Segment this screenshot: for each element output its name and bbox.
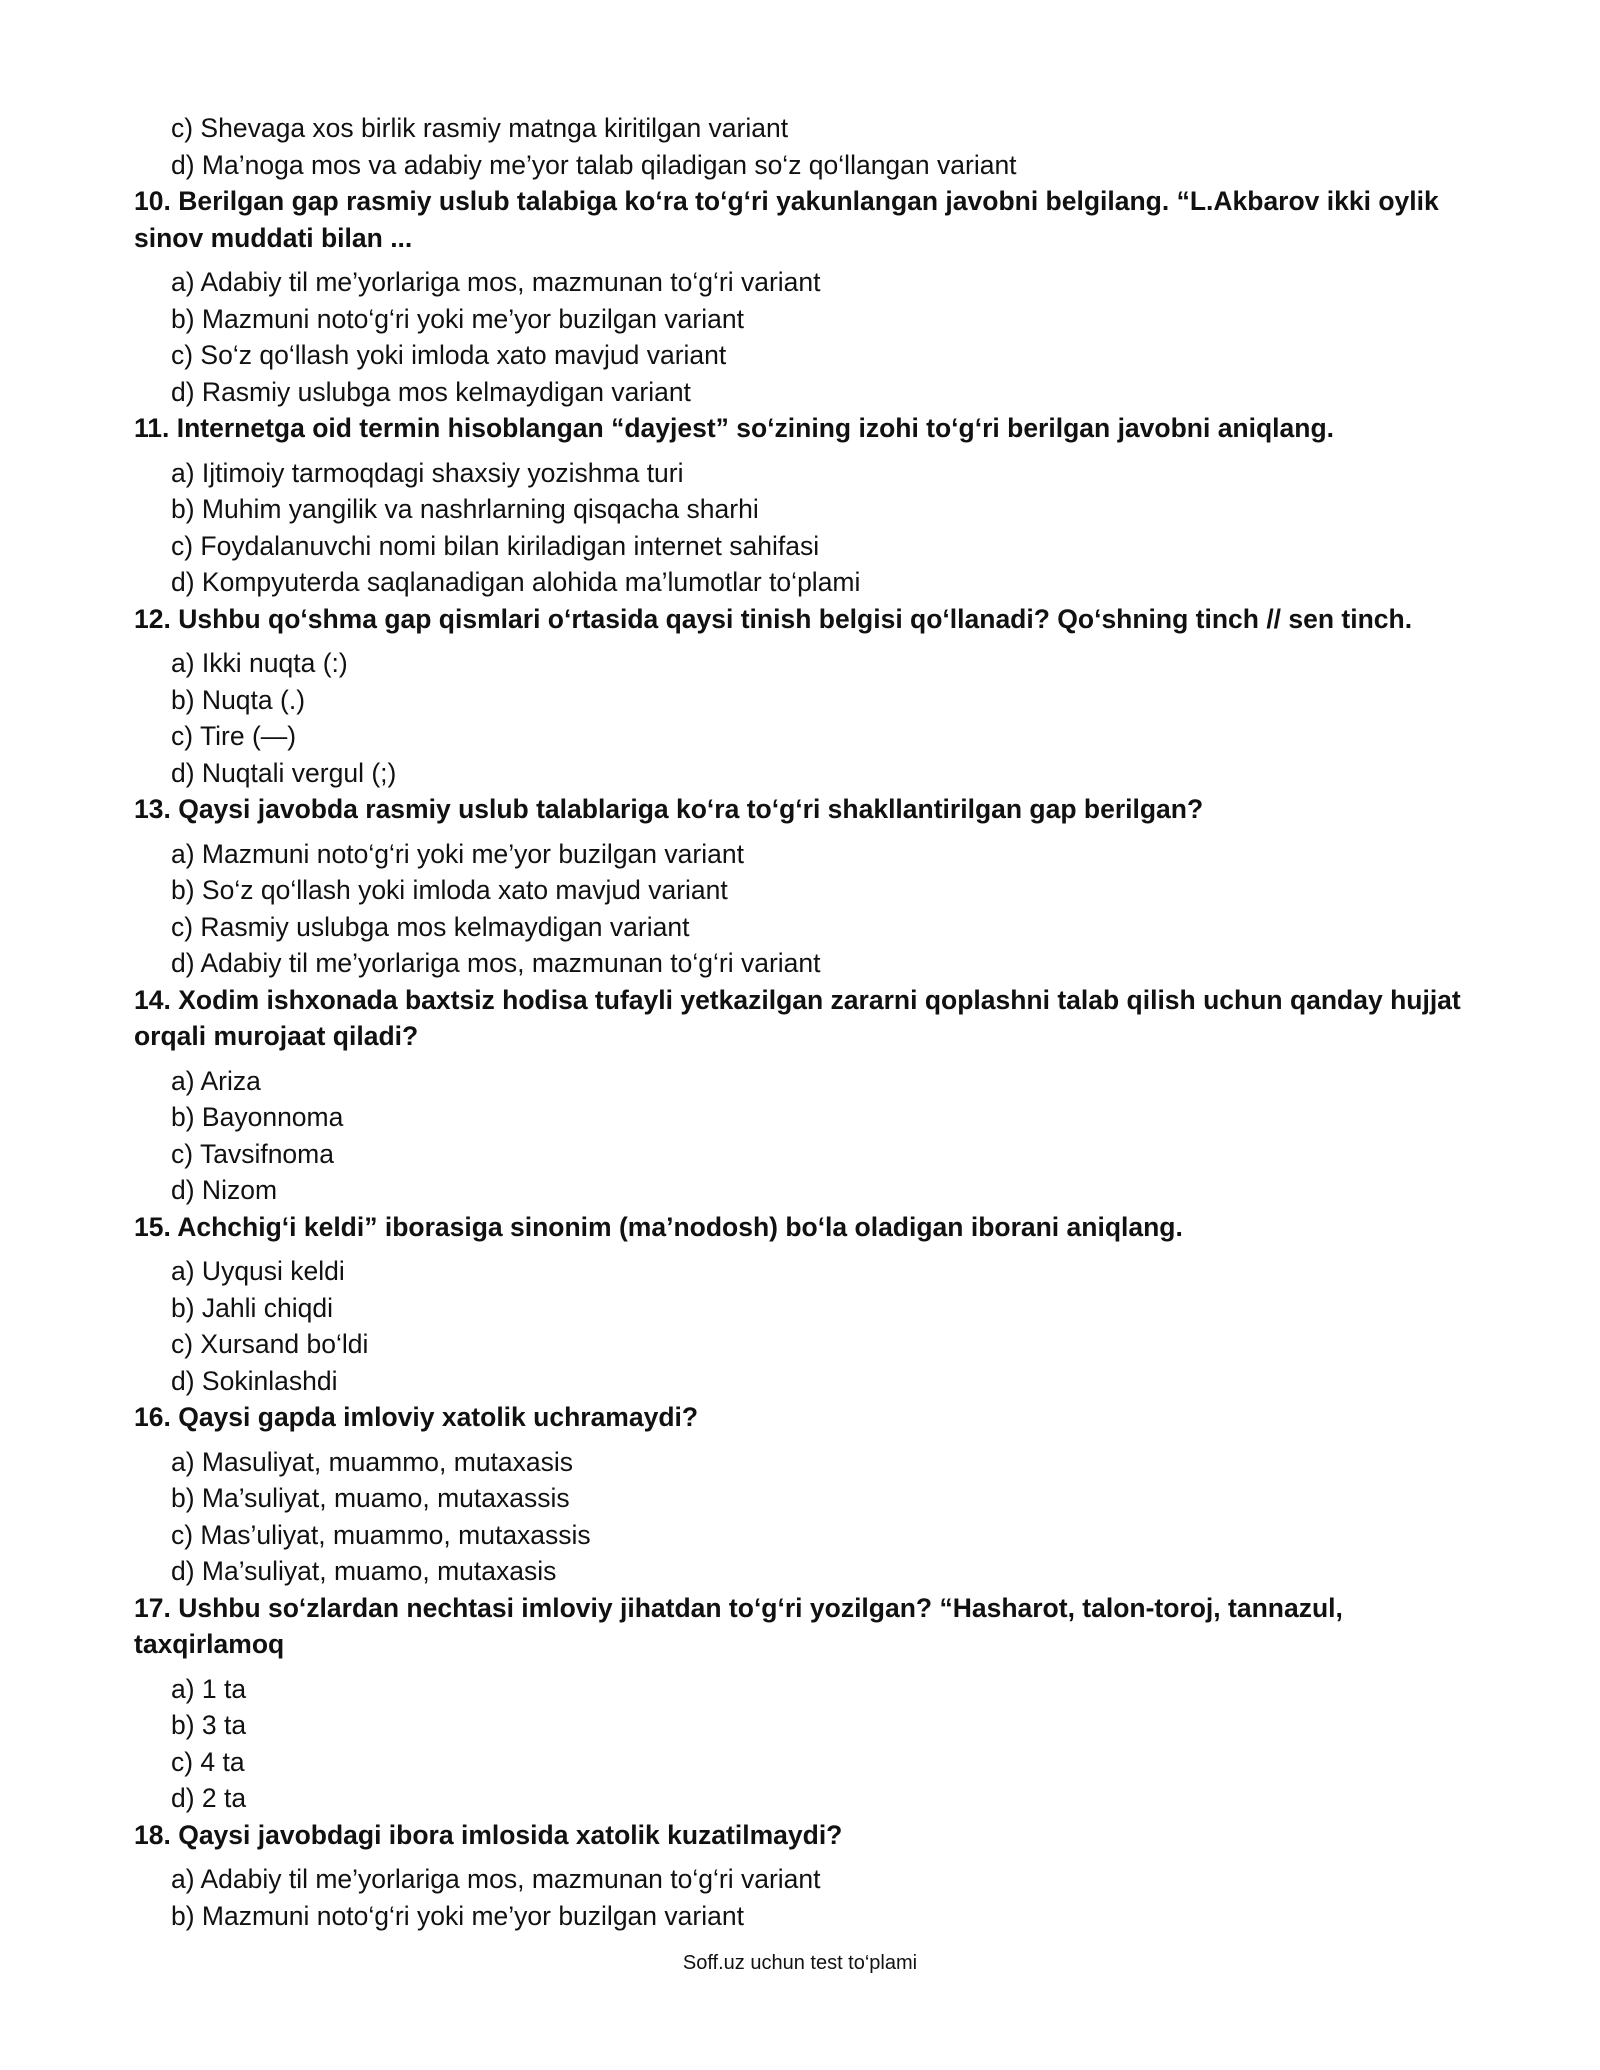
option-a: a) Masuliyat, muammo, mutaxasis bbox=[171, 1446, 574, 1477]
question-text: 10. Berilgan gap rasmiy uslub talabiga ko‘ra to‘g‘ri yakunlangan javobni belgilang. “L.Akbarov ikki oylik sinov muddati bilan ... bbox=[134, 186, 1439, 253]
option-b: b) Ma’suliyat, muamo, mutaxassis bbox=[171, 1483, 570, 1513]
question-options bbox=[171, 645, 1474, 791]
question-text: 15. Achchig‘i keldi” iborasiga sinonim (ma’nodosh) bo‘la oladigan iborani aniqlang. bbox=[134, 1211, 1183, 1242]
option-a: a) Mazmuni noto‘g‘ri yoki me’yor buzilgan variant bbox=[171, 838, 744, 869]
option-b: b) Nuqta (.) bbox=[171, 684, 306, 715]
option-c: c) Xursand bo‘ldi bbox=[171, 1329, 369, 1359]
option-a: a) Ariza bbox=[171, 1065, 261, 1096]
option-line: c) Shevaga xos birlik rasmiy matnga kiritilgan variant bbox=[171, 113, 789, 143]
option-d: d) Ma’suliyat, muamo, mutaxasis bbox=[171, 1556, 557, 1586]
option-b: b) Muhim yangilik va nashrlarning qisqacha sharhi bbox=[171, 494, 759, 524]
option-c: c) 4 ta bbox=[171, 1746, 245, 1777]
option-d: d) Rasmiy uslubga mos kelmaydigan variant bbox=[171, 376, 691, 407]
test-content bbox=[134, 110, 1474, 1934]
question-14 bbox=[134, 982, 1474, 1209]
option-d: d) Kompyuterda saqlanadigan alohida ma’lumotlar to‘plami bbox=[171, 567, 861, 597]
option-d: d) Nuqtali vergul (;) bbox=[171, 757, 397, 788]
option-a: a) Adabiy til me’yorlariga mos, mazmunan to‘g‘ri variant bbox=[171, 1864, 821, 1894]
page-footer: Soff.uz uchun test to‘plami bbox=[682, 1952, 918, 1974]
question-text: 17. Ushbu so‘zlardan nechtasi imloviy jihatdan to‘g‘ri yozilgan? “Hasharot, talon-toroj, tannazul, taxqirlamoq bbox=[134, 1592, 1343, 1659]
question-11 bbox=[134, 410, 1474, 601]
question-text: 13. Qaysi javobda rasmiy uslub talablariga ko‘ra to‘g‘ri shakllantirilgan gap berilgan? bbox=[134, 794, 1204, 824]
question-options bbox=[171, 264, 1474, 410]
option-d: d) Sokinlashdi bbox=[171, 1365, 338, 1396]
option-line: d) Ma’noga mos va adabiy me’yor talab qiladigan so‘z qo‘llangan variant bbox=[171, 149, 1017, 180]
question-text: 18. Qaysi javobdagi ibora imlosida xatolik kuzatilmaydi? bbox=[134, 1819, 843, 1850]
leading-options bbox=[171, 110, 1474, 183]
question-12 bbox=[134, 601, 1474, 792]
option-d: d) 2 ta bbox=[171, 1783, 247, 1813]
question-options bbox=[171, 1444, 1474, 1590]
option-a: a) Adabiy til me’yorlariga mos, mazmunan to‘g‘ri variant bbox=[171, 267, 821, 297]
option-c: c) Mas’uliyat, muammo, mutaxassis bbox=[171, 1519, 591, 1550]
option-d: d) Nizom bbox=[171, 1175, 278, 1205]
option-a: a) Uyqusi keldi bbox=[171, 1256, 345, 1286]
question-10 bbox=[134, 183, 1474, 410]
question-options bbox=[171, 455, 1474, 601]
option-c: c) Rasmiy uslubga mos kelmaydigan variant bbox=[171, 911, 690, 942]
question-16 bbox=[134, 1399, 1474, 1590]
question-options bbox=[171, 1063, 1474, 1209]
question-options bbox=[171, 1671, 1474, 1817]
option-a: a) 1 ta bbox=[171, 1673, 247, 1704]
question-options bbox=[171, 1861, 1474, 1934]
option-b: b) So‘z qo‘llash yoki imloda xato mavjud variant bbox=[171, 875, 728, 905]
option-a: a) Ikki nuqta (:) bbox=[171, 648, 348, 678]
option-c: c) Tavsifnoma bbox=[171, 1138, 334, 1169]
question-15 bbox=[134, 1209, 1474, 1400]
question-17 bbox=[134, 1590, 1474, 1817]
option-d: d) Adabiy til me’yorlariga mos, mazmunan to‘g‘ri variant bbox=[171, 948, 821, 978]
option-c: c) So‘z qo‘llash yoki imloda xato mavjud variant bbox=[171, 340, 727, 370]
question-text: 12. Ushbu qo‘shma gap qismlari o‘rtasida qaysi tinish belgisi qo‘llanadi? Qo‘shning tinch // sen tinch. bbox=[134, 603, 1413, 634]
option-a: a) Ijtimoiy tarmoqdagi shaxsiy yozishma turi bbox=[171, 457, 684, 488]
option-c: c) Tire (—) bbox=[171, 721, 297, 751]
option-b: b) Mazmuni noto‘g‘ri yoki me’yor buzilgan variant bbox=[171, 1900, 744, 1931]
question-options bbox=[171, 836, 1474, 982]
question-text: 16. Qaysi gapda imloviy xatolik uchramaydi? bbox=[134, 1402, 699, 1432]
option-c: c) Foydalanuvchi nomi bilan kiriladigan internet sahifasi bbox=[171, 530, 820, 561]
option-b: b) Bayonnoma bbox=[171, 1102, 344, 1132]
question-13 bbox=[134, 791, 1474, 982]
question-18 bbox=[134, 1817, 1474, 1935]
option-b: b) Mazmuni noto‘g‘ri yoki me’yor buzilgan variant bbox=[171, 303, 744, 334]
question-text: 14. Xodim ishxonada baxtsiz hodisa tufayli yetkazilgan zararni qoplashni talab qilish uchun qanday hujjat orqali murojaat qiladi? bbox=[134, 984, 1461, 1051]
option-b: b) Jahli chiqdi bbox=[171, 1292, 334, 1323]
option-b: b) 3 ta bbox=[171, 1710, 247, 1740]
question-options bbox=[171, 1253, 1474, 1399]
question-text: 11. Internetga oid termin hisoblangan “dayjest” so‘zining izohi to‘g‘ri berilgan javobni aniqlang. bbox=[134, 413, 1335, 443]
